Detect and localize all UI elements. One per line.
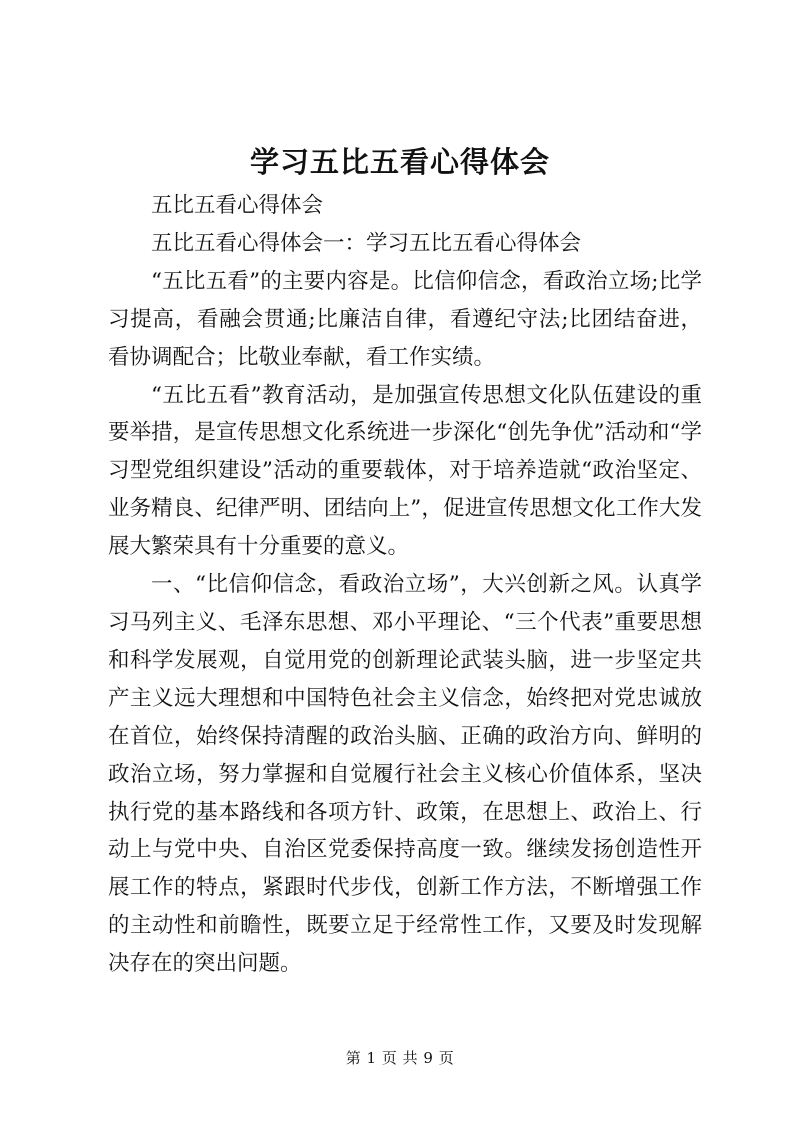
document-title: 学习五比五看心得体会 (249, 145, 550, 179)
paragraph-activity-significance: “五比五看”教育活动，是加强宣传思想文化队伍建设的重要举措，是宣传思想文化系统进一步深化“创先争优”活动和“学习型党组织建设”活动的重要载体，对于培养造就“政治坚定、业务精良、纪律严明、团结向上”，促进宣传思想文化工作大发展大繁荣具有十分重要的意义。 (108, 382, 702, 560)
paragraph-section-heading: 五比五看心得体会一：学习五比五看心得体会 (151, 230, 582, 256)
paragraph-point-one: 一、“比信仰信念，看政治立场”，大兴创新之风。认真学习马列主义、毛泽东思想、邓小平理论、“三个代表”重要思想和科学发展观，自觉用党的创新理论武装头脑，进一步坚定共产主义远大理想和中国特色社会主义信念，始终把对党忠诚放在首位，始终保持清醒的政治头脑、正确的政治方向、鲜明的政治立场，努力掌握和自觉履行社会主义核心价值体系，坚决执行党的基本路线和各项方针、政策，在思想上、政治上、行动上与党中央、自治区党委保持高度一致。继续发扬创造性开展工作的特点，紧跟时代步伐，创新工作方法，不断增强工作的主动性和前瞻性，既要立足于经常性工作，又要及时发现解决存在的突出问题。 (108, 572, 702, 977)
paragraph-main-content: “五比五看”的主要内容是。比信仰信念，看政治立场;比学习提高，看融会贯通;比廉洁自律，看遵纪守法;比团结奋进，看协调配合；比敬业奉献，看工作实绩。 (108, 268, 702, 370)
document-body (108, 187, 702, 983)
paragraph-subtitle: 五比五看心得体会 (151, 193, 324, 218)
page-number-footer: 第 1 页 共 9 页 (345, 1049, 455, 1067)
